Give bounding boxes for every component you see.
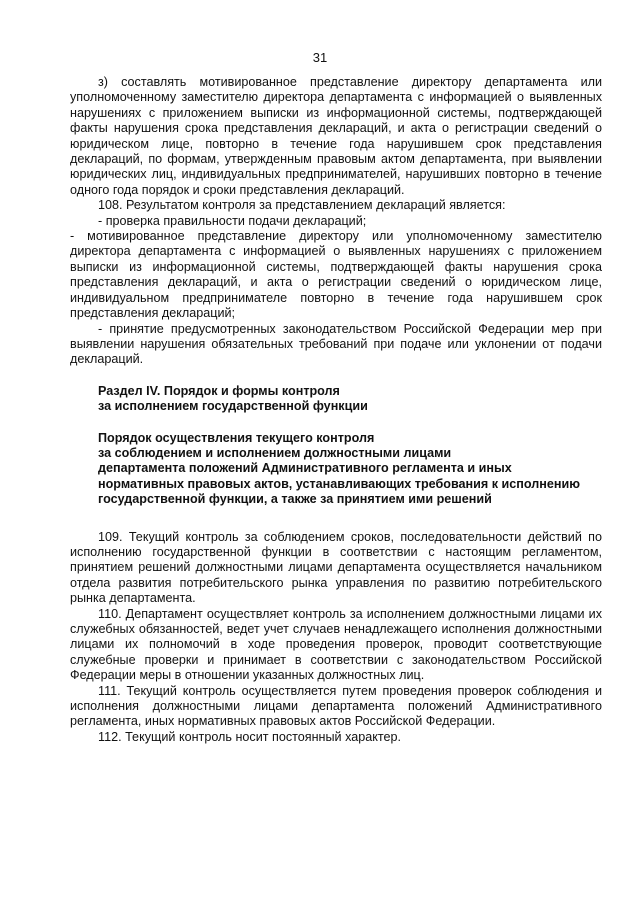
subtitle-line: государственной функции, а также за принятием ими решений bbox=[98, 492, 492, 507]
section-subtitle bbox=[70, 431, 602, 508]
page-number: 31 bbox=[312, 50, 328, 65]
subtitle-line: департамента положений Административного регламента и иных bbox=[98, 461, 512, 476]
subtitle-line: Порядок осуществления текущего контроля bbox=[98, 430, 375, 445]
document-body bbox=[70, 75, 602, 745]
section-title bbox=[70, 384, 602, 415]
paragraph-111: 111. Текущий контроль осуществляется путем проведения проверок соблюдения и исполнения должностными лицами департамента положений Административного регламента, иных нормативных правовых актов Российской Федерации. bbox=[70, 683, 602, 729]
section-title-line: за исполнением государственной функции bbox=[98, 399, 368, 414]
paragraph-109: 109. Текущий контроль за соблюдением сроков, последовательности действий по исполнению государственной функции в соответствии с настоящим регламентом, принятием решений должностными лицами департамента осуществляется начальником отдела развития потребительского рынка управления по развитию потребительского рынка департамента. bbox=[70, 529, 602, 606]
item-108-bullet: - мотивированное представление директору или уполномоченному заместителю директора департамента с информацией о выявленных нарушениях с приложением выписки из информационной системы, подтверждающей факты нарушения срока представления деклараций, и акта о регистрации сведений о юридическом лице, индивидуальном предпринимателе повторно в течение года нарушившем срок представления деклараций; bbox=[70, 229, 602, 321]
paragraph-110: 110. Департамент осуществляет контроль за исполнением должностными лицами их служебных обязанностей, ведет учет случаев ненадлежащего исполнения должностными лицами их полномочий в ходе проведения проверок, проводит соответствующие служебные проверки и принимает в соответствии с законодательством Российской Федерации меры в отношении указанных должностных лиц. bbox=[70, 606, 602, 683]
item-108-bullet: - принятие предусмотренных законодательством Российской Федерации мер при выявлении нарушения обязательных требований при подаче или уклонении от подачи деклараций. bbox=[70, 321, 602, 367]
section-title-line: Раздел IV. Порядок и формы контроля bbox=[98, 383, 340, 398]
item-108-bullet: - проверка правильности подачи деклараций; bbox=[98, 213, 367, 228]
item-108-text: 108. Результатом контроля за представлением деклараций является: bbox=[98, 198, 506, 213]
subtitle-line: нормативных правовых актов, устанавливающих требования к исполнению bbox=[98, 476, 581, 491]
subtitle-line: за соблюдением и исполнением должностными лицами bbox=[98, 445, 452, 460]
intro-paragraph: з) составлять мотивированное представление директору департамента или уполномоченному заместителю директора департамента с информацией о выявленных нарушениях с приложением выписки из информационной системы, подтверждающей факты нарушения срока представления деклараций, и акта о регистрации сведений о юридическом лице, повторно в течение года нарушившем срок представления деклараций, по формам, утвержденным правовым актом департамента, при выявлении юридических лиц, индивидуальных предпринимателей, нарушивших повторно в течение одного года порядок и сроки представления деклараций. bbox=[70, 75, 602, 197]
paragraph-112: 112. Текущий контроль носит постоянный характер. bbox=[98, 729, 402, 744]
